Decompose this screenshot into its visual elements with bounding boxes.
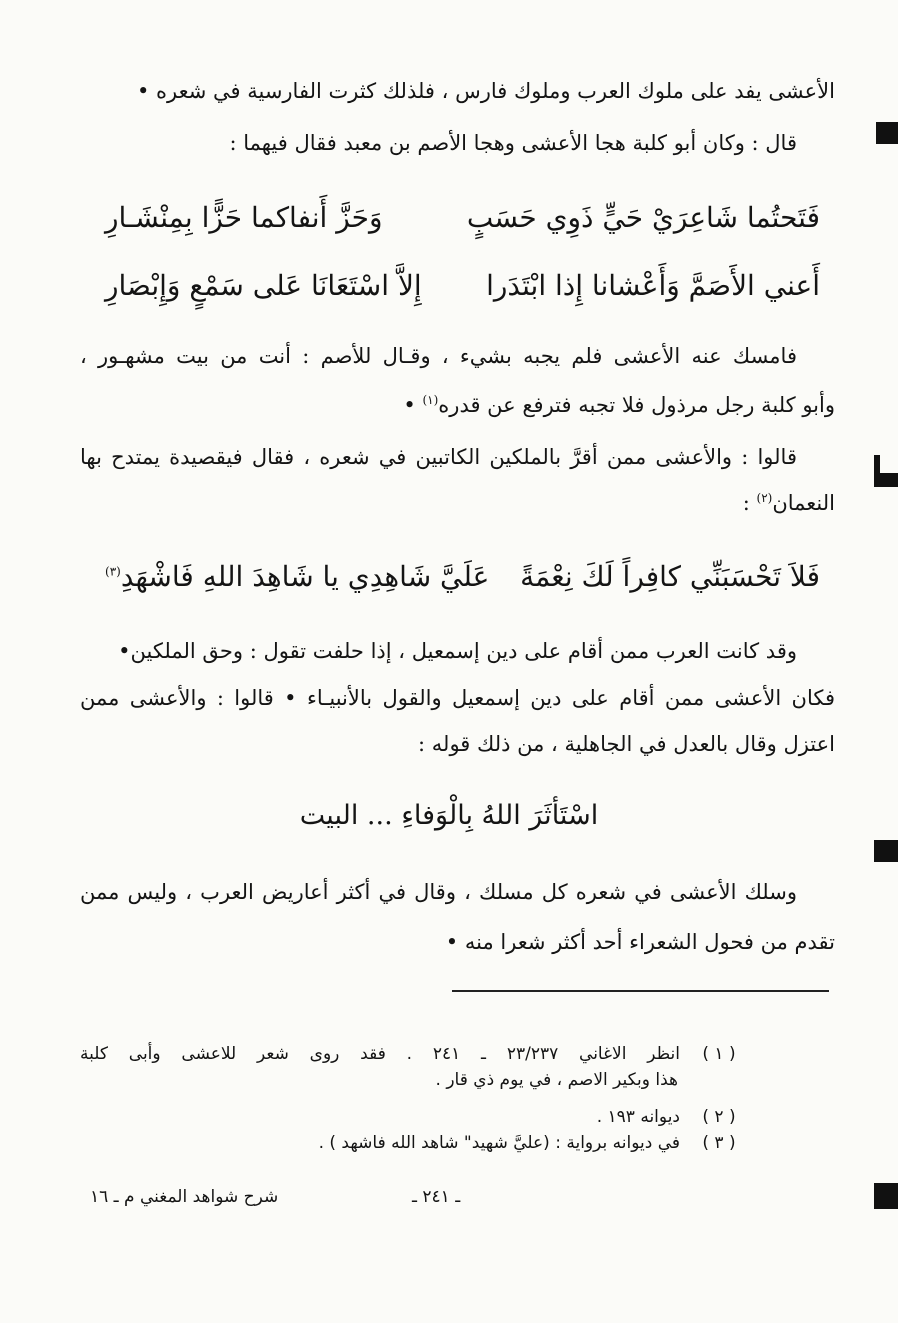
verse-hemistich: فَلاَ تَحْسَبَنِّي كافِراً لَكَ نِعْمَةً <box>520 560 820 593</box>
text-line: فكان الأعشى ممن أقام على دين إسمعيل والقول بالأنبيـاء • قالوا : والأعشى ممن <box>80 686 835 710</box>
scan-edge-mark <box>874 473 898 487</box>
quoted-verse: اسْتَأثَرَ اللهُ بِالْوَفاءِ ... البيت <box>299 800 599 831</box>
footnote <box>80 1104 758 1130</box>
text-line <box>80 486 835 520</box>
footnote <box>80 1130 758 1156</box>
footnote-reference: (٢) <box>756 491 773 505</box>
verse-hemistich: أَعني الأَصَمَّ وَأَعْشانا إِذا ابْتَدَرا <box>486 269 820 302</box>
book-title-footer: شرح شواهد المغني م ـ ١٦ <box>90 1187 279 1207</box>
footnote-text: ديوانه ١٩٣ . <box>596 1107 680 1127</box>
text-line: تقدم من فحول الشعراء أحد أكثر شعرا منه • <box>445 930 835 954</box>
text-line: وسلك الأعشى في شعره كل مسلك ، وقال في أكثر أعاريض العرب ، وليس ممن <box>80 880 797 904</box>
footnote-number: ( ٣ ) <box>702 1133 736 1153</box>
text-span: • <box>403 393 423 417</box>
text-span: وأبو كلبة رجل مرذول فلا تجبه فترفع عن قدره <box>438 393 835 417</box>
text-line: وقد كانت العرب ممن أقام على دين إسمعيل ، إذا حلفت تقول : وحق الملكين• <box>118 639 797 663</box>
text-line: قال : وكان أبو كلبة هجا الأعشى وهجا الأصم بن معبد فقال فيهما : <box>229 131 797 155</box>
text-line: اعتزل وقال بالعدل في الجاهلية ، من ذلك قوله : <box>418 732 835 756</box>
text-span: النعمان <box>772 491 835 515</box>
footnote-number: ( ٢ ) <box>702 1107 736 1127</box>
footnote-number: ( ١ ) <box>702 1044 736 1064</box>
verse-couplet <box>105 186 820 250</box>
text-span: عَلَيَّ شَاهِدِي يا شَاهِدَ اللهِ فَاشْهَدِ <box>120 560 490 593</box>
verse-hemistich: وَحَزَّ أَنفاكما حَزًّا بِمِنْشَـارِ <box>105 201 383 234</box>
scan-edge-mark <box>874 840 898 862</box>
footnote-text: انظر الاغاني ٢٣/٢٣٧ ـ ٢٤١ . فقد روى شعر للاعشى وأبى كلبة <box>80 1044 680 1064</box>
text-line: فامسك عنه الأعشى فلم يجبه بشيء ، وقـال للأصم : أنت من بيت مشهـور ، <box>80 344 797 368</box>
scan-edge-mark <box>874 1183 898 1209</box>
footnote-reference: (١) <box>422 393 439 407</box>
verse-couplet <box>105 545 820 609</box>
scan-edge-mark <box>876 122 898 144</box>
text-line: الأعشى يفد على ملوك العرب وملوك فارس ، فلذلك كثرت الفارسية في شعره • <box>136 79 835 103</box>
footnote-text: هذا وبكير الاصم ، في يوم ذي قار . <box>435 1070 678 1090</box>
footnote-separator <box>452 990 829 992</box>
verse-hemistich: إِلاَّ اسْتَعَانَا عَلى سَمْعٍ وَإِبْصَارِ <box>105 269 422 302</box>
verse-hemistich: فَتَحتُما شَاعِرَيْ حَيٍّ ذَوِي حَسَبٍ <box>466 201 820 234</box>
footnote-reference: (٣) <box>105 564 121 579</box>
text-line: قالوا : والأعشى ممن أقرَّ بالملكين الكاتبين في شعره ، فقال فيقصيدة يمتدح بها <box>80 445 797 469</box>
footnote-text: في ديوانه برواية : (عليَّ شهيد" شاهد الله فاشهد ) . <box>318 1133 680 1153</box>
footnote <box>80 1041 758 1067</box>
verse-couplet <box>105 254 820 318</box>
text-line <box>80 388 835 422</box>
verse-hemistich <box>105 547 489 607</box>
text-span: : <box>742 491 757 515</box>
page-number: ـ ٢٤١ ـ <box>412 1187 461 1207</box>
